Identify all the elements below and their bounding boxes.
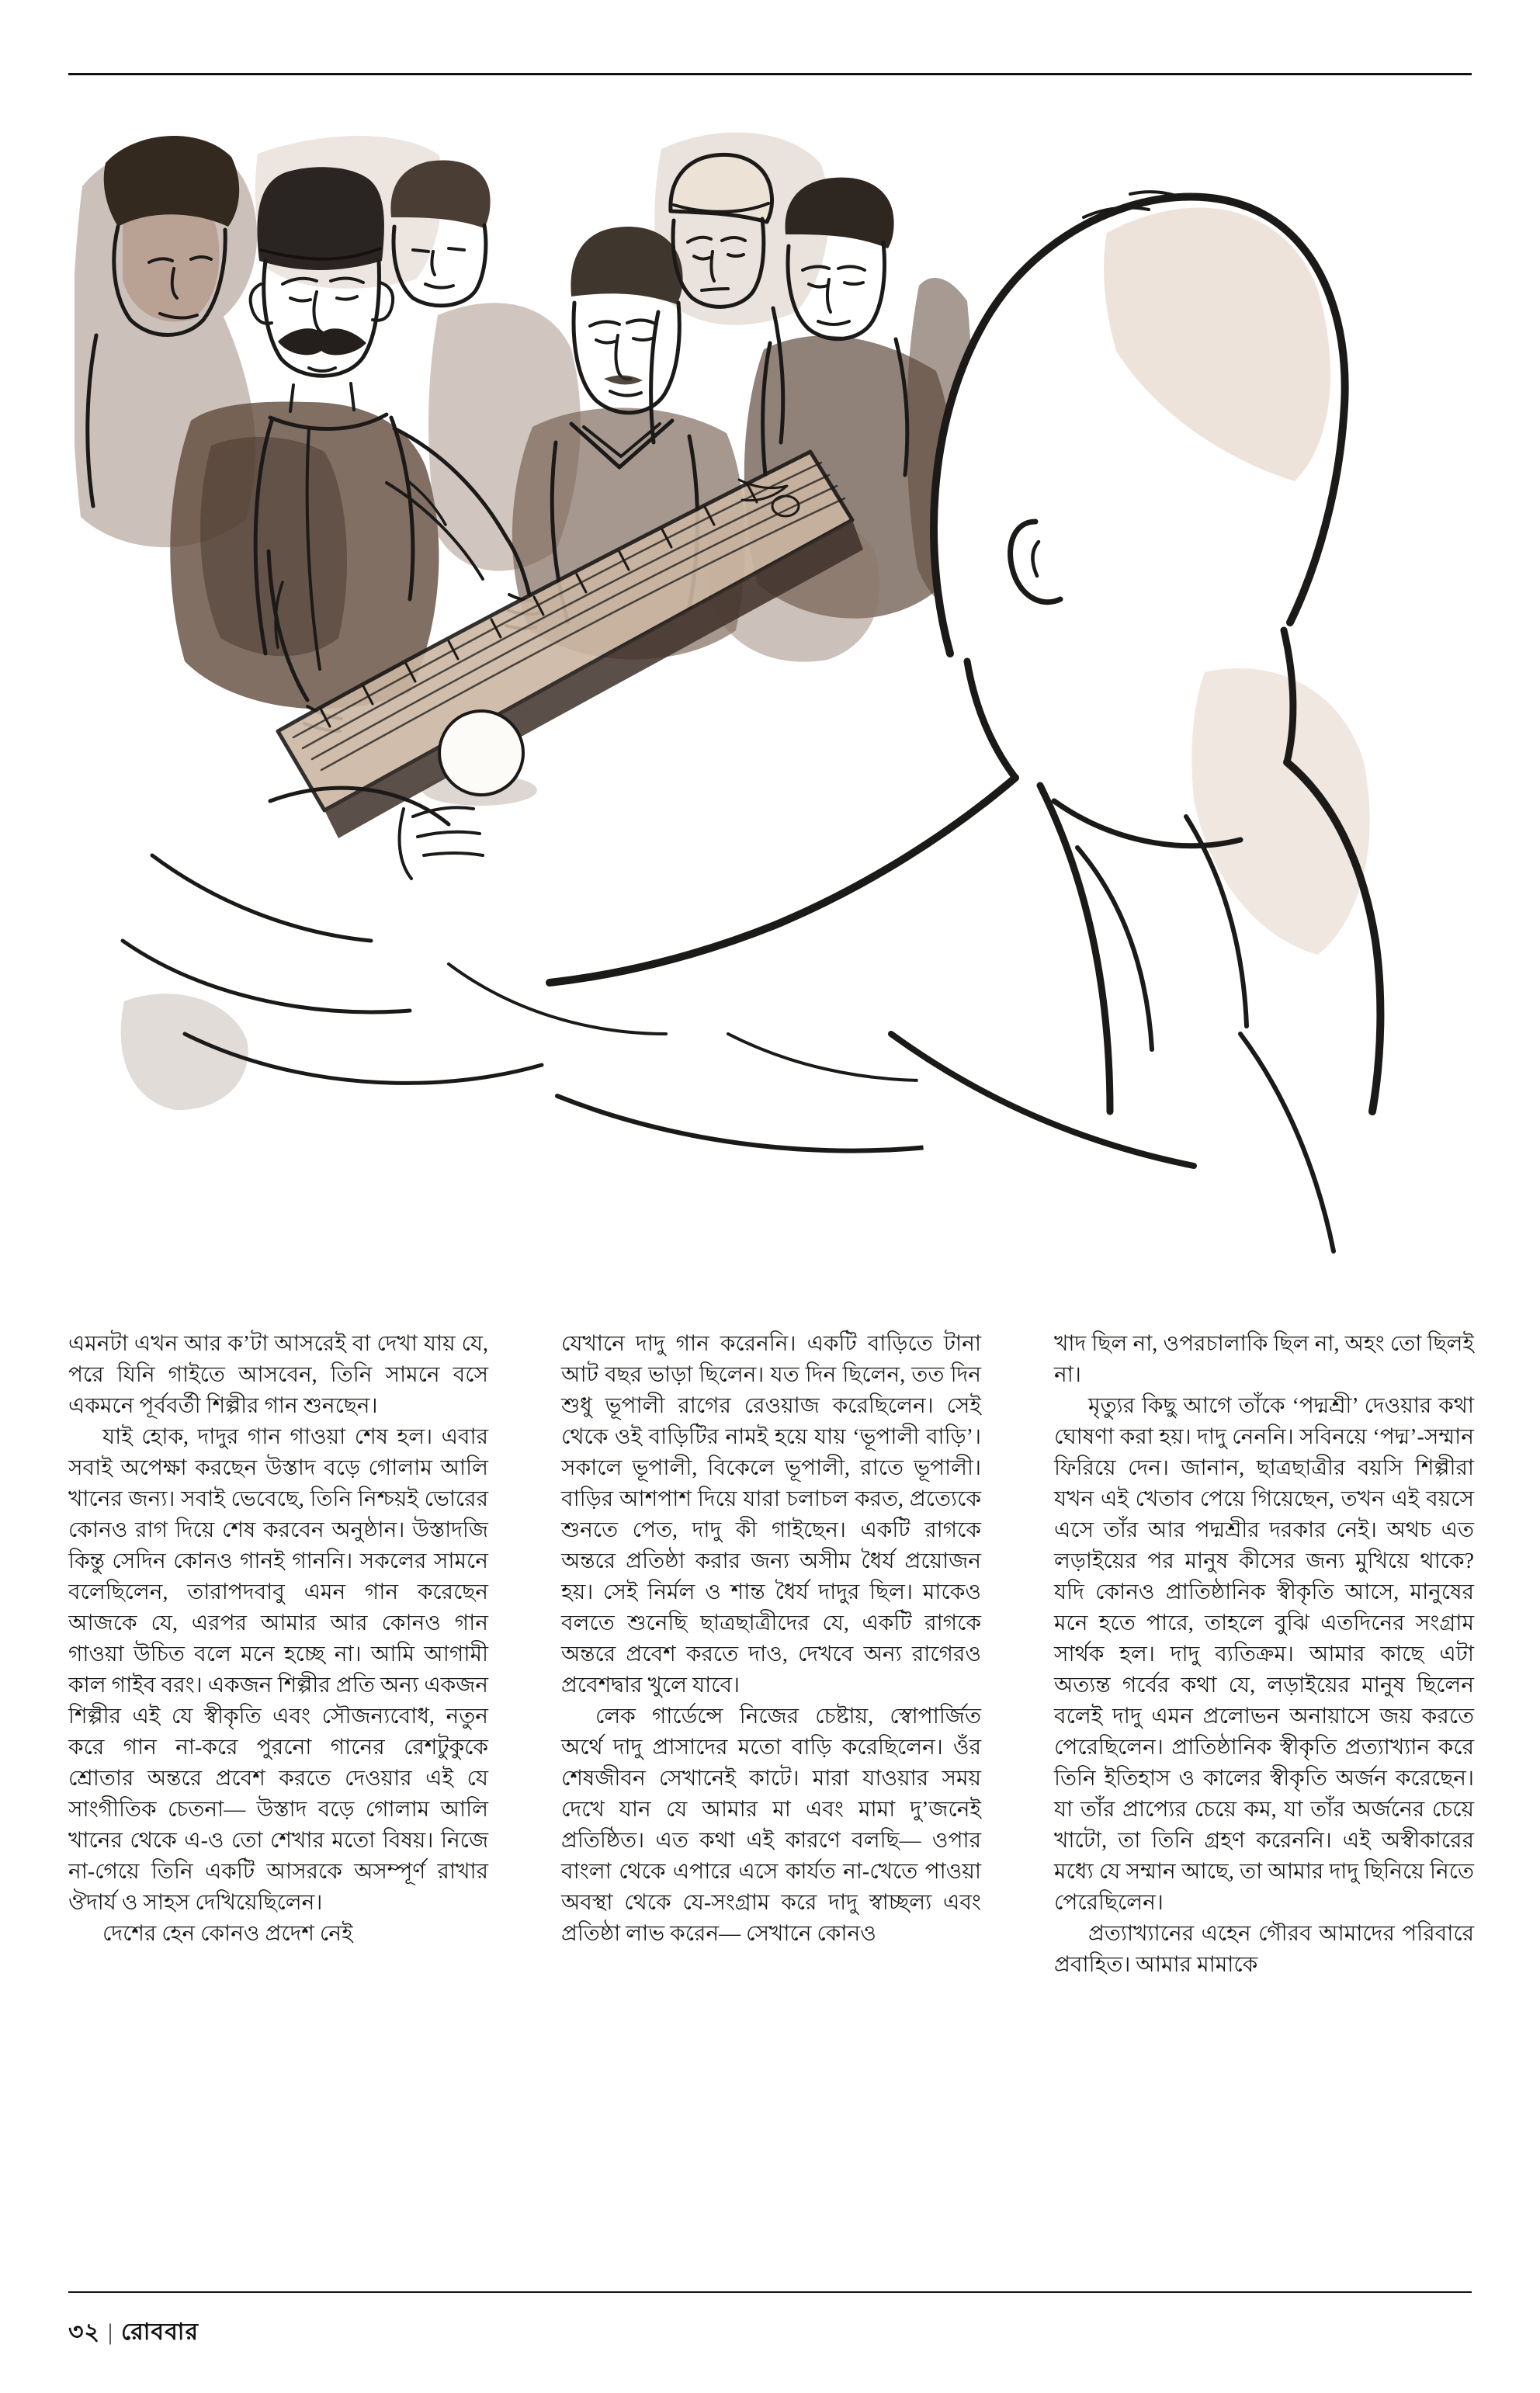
paragraph: মৃত্যুর কিছু আগে তাঁকে ‘পদ্মশ্রী’ দেওয়ার কথা ঘোষণা করা হয়। দাদু নেননি। সবিনয়ে ‘পদ্ম’-সম্মান ফিরিয়ে দেন। জানান, ছাত্রছাত্রীর বয়সি শিল্পীরা যখন এই খেতাব পেয়ে গিয়েছেন, তখন এই বয়সে এসে তাঁর আর পদ্মশ্রীর দরকার নেই। অথচ এত লড়াইয়ের পর মানুষ কীসের জন্য মুখিয়ে থাকে? যদি কোনও প্রাতিষ্ঠানিক স্বীকৃতি আসে, মানুষের মনে হতে পারে, তাহলে বুঝি এতদিনের সংগ্রাম সার্থক হল। দাদু ব্যতিক্রম। আমার কাছে এটা অত্যন্ত গর্বের কথা যে, লড়াইয়ের মানুষ ছিলেন বলেই দাদু এমন প্রলোভন অনায়াসে জয় করতে পেরেছিলেন। প্রাতিষ্ঠানিক স্বীকৃতি প্রত্যাখ্যান করে তিনি ইতিহাস ও কালের স্বীকৃতি অর্জন করেছেন। যা তাঁর প্রাপ্যের চেয়ে কম, যা তাঁর অর্জনের চেয়ে খাটো, তা তিনি গ্রহণ করেননি। এই অস্বীকারের মধ্যে যে সম্মান আছে, তা আমার দাদু ছিনিয়ে নিতে পেরেছিলেন। <box>1054 1394 1474 1915</box>
text-column-3 <box>1054 1329 1474 2290</box>
footer-separator: | <box>108 2319 114 2345</box>
paragraph: এমনটা এখন আর ক’টা আসরেই বা দেখা যায় যে, পরে যিনি গাইতে আসবেন, তিনি সামনে বসে একমনে পূর্ববর্তী শিল্পীর গান শুনছেন। <box>68 1332 488 1418</box>
paragraph: দেশের হেন কোনও প্রদেশ নেই <box>102 1922 353 1946</box>
text-column-2 <box>561 1329 981 2290</box>
ink-wash-drawing <box>75 116 1402 1304</box>
header-rule <box>68 73 1472 75</box>
text-column-1 <box>68 1329 488 2290</box>
page-number: ৩২ <box>68 2319 101 2345</box>
footer-rule <box>68 2291 1472 2293</box>
drapery-lines <box>123 788 1039 1150</box>
paragraph: প্রত্যাখ্যানের এহেন গৌরব আমাদের পরিবারে প্রবাহিত। আমার মামাকে <box>1054 1922 1474 1977</box>
page-footer <box>68 2313 199 2353</box>
paragraph: যাই হোক, দাদুর গান গাওয়া শেষ হল। এবার সবাই অপেক্ষা করছেন উস্তাদ বড়ে গোলাম আলি খানের জন্য। সবাই ভেবেছে, তিনি নিশ্চয়ই ভোরের কোনও রাগ দিয়ে শেষ করবেন অনুষ্ঠান। উস্তাদজি কিন্তু সেদিন কোনও গানই গাননি। সকলের সামনে বলেছিলেন, তারাপদবাবু এমন গান করেছেন আজকে যে, এরপর আমার আর কোনও গান গাওয়া উচিত বলে মনে হচ্ছে না। আমি আগামী কাল গাইব বরং। একজন শিল্পীর প্রতি অন্য একজন শিল্পীর এই যে স্বীকৃতি এবং সৌজন্যবোধ, নতুন করে গান না-করে পুরনো গানের রেশটুকুকে শ্রোতার অন্তরে প্রবেশ করতে দেওয়ার এই যে সাংগীতিক চেতনা— উস্তাদ বড়ে গোলাম আলি খানের থেকে এ-ও তো শেখার মতো বিষয়। নিজে না-গেয়ে তিনি একটি আসরকে অসম্পূর্ণ রাখার ঔদার্য ও সাহস দেখিয়েছিলেন। <box>68 1425 488 1915</box>
paragraph: যেখানে দাদু গান করেননি। একটি বাড়িতে টানা আট বছর ভাড়া ছিলেন। যত দিন ছিলেন, তত দিন শুধু ভূপালী রাগের রেওয়াজ করেছিলেন। সেই থেকে ওই বাড়িটির নামই হয়ে যায় ‘ভূপালী বাড়ি’। সকালে ভূপালী, বিকেলে ভূপালী, রাতে ভূপালী। বাড়ির আশপাশ দিয়ে যারা চলাচল করত, প্রত্যেকে শুনতে পেত, দাদু কী গাইছেন। একটি রাগকে অন্তরে প্রতিষ্ঠা করার জন্য অসীম ধৈর্য প্রয়োজন হয়। সেই নির্মল ও শান্ত ধৈর্য দাদুর ছিল। মাকেও বলতে শুনেছি ছাত্রছাত্রীদের যে, একটি রাগকে অন্তরে প্রবেশ করতে দাও, দেখবে অন্য রাগেরও প্রবেশদ্বার খুলে যাবে। <box>561 1332 981 1698</box>
paragraph: লেক গার্ডেন্সে নিজের চেষ্টায়, স্বোপার্জিত অর্থে দাদু প্রাসাদের মতো বাড়ি করেছিলেন। ওঁর শেষজীবন সেখানেই কাটে। মারা যাওয়ার সময় দেখে যান যে আমার মা এবং মামা দু’জনেই প্রতিষ্ঠিত। এত কথা এই কারণে বলছি— ওপার বাংলা থেকে এপারে এসে কার্যত না-খেতে পাওয়া অবস্থা থেকে যে-সংগ্রাম করে দাদু স্বাচ্ছল্য এবং প্রতিষ্ঠা লাভ করেন— সেখানে কোনও <box>561 1705 981 1946</box>
article-body <box>68 1329 1475 2290</box>
article-illustration <box>75 116 1402 1304</box>
paragraph: খাদ ছিল না, ওপরচালাকি ছিল না, অহং তো ছিলই না। <box>1054 1332 1474 1387</box>
magazine-title: রোববার <box>121 2319 199 2345</box>
